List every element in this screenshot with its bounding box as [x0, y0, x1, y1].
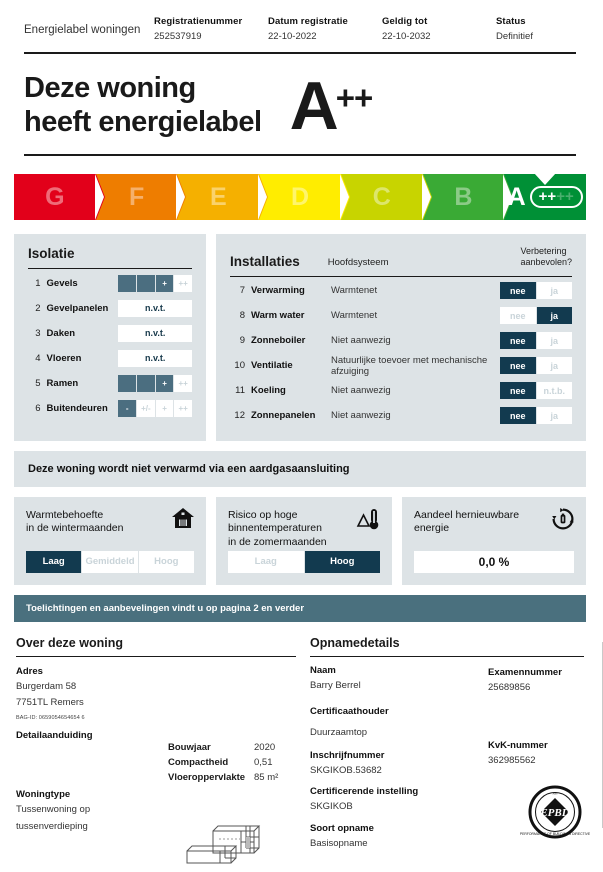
- hero-line-1: Deze woning: [24, 72, 196, 105]
- field-value: 22-10-2032: [382, 31, 431, 42]
- segment-notch: [503, 174, 512, 220]
- scale-letter: C: [372, 182, 391, 211]
- card-title: [26, 509, 194, 536]
- row-value-nvt: n.v.t.: [118, 300, 192, 317]
- soort-opname-label: Soort opname: [310, 822, 374, 834]
- isolatie-panel: [14, 234, 206, 441]
- scale-letter: B: [454, 182, 473, 211]
- header-field-status: [496, 16, 576, 42]
- field-value: 22-10-2022: [268, 31, 317, 42]
- detailaanduiding-label: Detailaanduiding: [16, 730, 93, 742]
- card-title-line2: in de wintermaanden: [26, 522, 124, 535]
- verbetering-label-line2: aanbevolen?: [520, 257, 572, 268]
- over-deze-woning: [16, 636, 296, 851]
- row-value-nvt: n.v.t.: [118, 350, 192, 367]
- bag-id: BAG-ID: 0659054654654 6: [16, 715, 85, 722]
- hero-divider: [24, 154, 576, 156]
- hero-grade-letter: A: [289, 67, 336, 144]
- row-number: 3: [35, 327, 41, 339]
- adres-line-2: 7751TL Remers: [16, 697, 84, 709]
- rating-gauge: [118, 275, 192, 292]
- house-diagram: [184, 821, 274, 872]
- installaties-header: [230, 246, 572, 269]
- row-system: Niet aanwezig: [331, 410, 391, 421]
- row-number: 5: [35, 377, 41, 389]
- woning-facts: [168, 742, 278, 787]
- badge-plus-inactive: ++: [556, 188, 574, 205]
- row-label: Vloeren: [46, 352, 82, 364]
- verbetering-label-line1: Verbetering: [520, 246, 567, 256]
- card-title: [414, 509, 574, 536]
- hernieuwbare-energie-value: 0,0 %: [414, 551, 574, 573]
- verbetering-toggle[interactable]: [500, 307, 572, 324]
- installaties-divider: [230, 276, 572, 277]
- row-number: 2: [35, 302, 41, 314]
- scale-letter: E: [209, 182, 227, 211]
- gauge-segment: +: [156, 275, 174, 292]
- woning-fact: [168, 742, 278, 753]
- over-woning-divider: [16, 656, 296, 657]
- row-number: 10: [234, 360, 245, 371]
- installaties-title: Installaties: [230, 253, 300, 269]
- card-title-line2: binnentemperaturen: [228, 522, 322, 535]
- hoofdsysteem-label: Hoofdsysteem: [327, 256, 389, 268]
- kvk-nummer-label: KvK-nummer: [488, 740, 548, 752]
- card-title-line2: energie: [414, 522, 450, 535]
- installaties-rows: [230, 280, 572, 427]
- scale-plus-badge: [530, 186, 583, 208]
- epbd-logo: [519, 785, 591, 844]
- over-woning-title: Over deze woning: [16, 635, 123, 650]
- house-icon: [171, 507, 195, 534]
- gauge-segment: [118, 275, 136, 292]
- toggle-option-ja[interactable]: ja: [537, 407, 573, 424]
- gauge-segment: +: [156, 400, 174, 417]
- row-number: 7: [239, 285, 245, 296]
- scale-letter: F: [128, 182, 145, 211]
- kvk-nummer-value: 362985562: [488, 755, 536, 767]
- toggle-option-nee[interactable]: nee: [500, 282, 536, 299]
- segment-notch: [176, 174, 185, 220]
- verbetering-label: [520, 246, 572, 269]
- scale-segment-f: [96, 174, 178, 220]
- scale-letter: G: [45, 182, 65, 211]
- row-label: Daken: [46, 327, 76, 339]
- header-field-datum-registratie: [268, 16, 382, 42]
- field-value: 252537919: [154, 31, 202, 42]
- fact-value: 2020: [254, 741, 276, 753]
- card-title-line1: Risico op hoge: [228, 508, 298, 521]
- card-title-line1: Warmtebehoefte: [26, 508, 104, 521]
- row-system: Warmtenet: [331, 310, 378, 321]
- document-header: [14, 0, 586, 48]
- isolatie-row: [28, 272, 192, 294]
- card-risico-binnentemperatuur: [216, 497, 392, 585]
- opnamedetails-title: Opnamedetails: [310, 635, 400, 650]
- fact-value: 85 m²: [254, 771, 279, 783]
- panels-row: [14, 234, 586, 441]
- risico-options[interactable]: [228, 551, 380, 573]
- svg-text:PERFORMANCE OF BUILDINGS DIREC: PERFORMANCE OF BUILDINGS DIRECTIVE: [519, 832, 591, 837]
- field-label: Geldig tot: [382, 16, 428, 27]
- rating-gauge: [118, 400, 192, 417]
- fact-key: Compactheid: [168, 756, 229, 768]
- toggle-option-nee[interactable]: nee: [500, 407, 536, 424]
- segment-notch: [340, 174, 349, 220]
- row-label: Ramen: [46, 377, 79, 389]
- toggle-option-nee[interactable]: nee: [500, 357, 536, 374]
- gauge-segment: +: [156, 375, 174, 392]
- certificaathouder-label: Certificaathouder: [310, 706, 389, 718]
- fact-key: Vloeroppervlakte: [168, 771, 246, 783]
- gauge-segment: [137, 375, 155, 392]
- installatie-row: [230, 405, 572, 427]
- field-label: Registratienummer: [154, 16, 243, 27]
- segment-notch: [422, 174, 431, 220]
- gauge-segment: ++: [174, 400, 192, 417]
- fact-key: Bouwjaar: [168, 741, 211, 753]
- gauge-segment: [137, 275, 155, 292]
- fact-value: 0,51: [254, 756, 273, 768]
- adres-label: Adres: [16, 665, 43, 677]
- gas-notice: Deze woning wordt niet verwarmd via een aardgasaansluiting: [14, 451, 586, 487]
- hero-grade-plus: ++: [335, 78, 373, 116]
- woning-fact: [168, 757, 278, 768]
- examennummer-label: Examennummer: [488, 666, 562, 678]
- row-system: Warmtenet: [331, 285, 378, 296]
- isolatie-row: [28, 322, 192, 344]
- verbetering-toggle[interactable]: [500, 357, 572, 374]
- badge-plus-active: ++: [538, 188, 557, 205]
- row-system: Niet aanwezig: [331, 385, 391, 396]
- isolatie-row: [28, 347, 192, 369]
- header-field-geldig-tot: [382, 16, 496, 42]
- gauge-segment: -: [118, 400, 136, 417]
- row-value-nvt: n.v.t.: [118, 325, 192, 342]
- gauge-segment: ++: [174, 275, 192, 292]
- isolatie-rows: [28, 272, 192, 419]
- card-option-laag[interactable]: Laag: [228, 551, 304, 573]
- card-option-laag[interactable]: Laag: [26, 551, 81, 573]
- isolatie-divider: [28, 268, 192, 269]
- toggle-option-ja[interactable]: ja: [537, 282, 573, 299]
- row-label: Zonneboiler: [251, 335, 306, 346]
- soort-opname-value: Basisopname: [310, 837, 368, 849]
- scale-segment-a: [504, 174, 586, 220]
- isolatie-row: [28, 372, 192, 394]
- row-number: 6: [35, 402, 41, 414]
- woningtype-line-2: tussenverdieping: [16, 820, 88, 832]
- row-number: 1: [35, 277, 41, 289]
- metric-cards: [14, 497, 586, 585]
- toggle-option-nee[interactable]: nee: [500, 382, 536, 399]
- certificerende-instelling-value: SKGIKOB: [310, 800, 353, 812]
- verbetering-toggle[interactable]: [500, 282, 572, 299]
- inschrijfnummer-label: Inschrijfnummer: [310, 750, 385, 762]
- installaties-panel: [216, 234, 586, 441]
- isolatie-header: [28, 246, 192, 261]
- woning-fact: [168, 772, 278, 783]
- woningtype-line-1: Tussenwoning op: [16, 804, 91, 816]
- isolatie-row: [28, 297, 192, 319]
- scale-segment-e: [177, 174, 259, 220]
- card-title-line1: Aandeel hernieuwbare: [414, 508, 520, 521]
- row-system: Natuurlijke toevoer met mechanische afzuiging: [331, 354, 488, 377]
- header-field-registratienummer: [154, 16, 268, 42]
- adres-line-1: Burgerdam 58: [16, 680, 77, 692]
- row-label: Ventilatie: [251, 360, 293, 371]
- row-label: Koeling: [251, 385, 286, 396]
- verbetering-toggle[interactable]: [500, 382, 572, 399]
- installatie-row: [230, 380, 572, 402]
- row-number: 11: [235, 385, 245, 396]
- row-label: Gevels: [46, 277, 78, 289]
- card-option-hoog[interactable]: Hoog: [139, 551, 194, 573]
- toggle-option-nee[interactable]: nee: [500, 332, 536, 349]
- rating-gauge: [118, 375, 192, 392]
- opnamedetails: [310, 635, 591, 851]
- hero-line-2: heeft energielabel: [24, 106, 262, 138]
- energy-scale-bar: [14, 174, 586, 220]
- toelichting-bar: Toelichtingen en aanbevelingen vindt u op pagina 2 en verder: [14, 595, 586, 622]
- row-label: Gevelpanelen: [46, 302, 109, 314]
- row-label: Warm water: [251, 310, 305, 321]
- field-label: Status: [496, 16, 526, 27]
- row-system: Niet aanwezig: [331, 335, 391, 346]
- verbetering-toggle[interactable]: [500, 332, 572, 349]
- segment-notch: [258, 174, 267, 220]
- toggle-option-ja[interactable]: n.t.b.: [537, 382, 573, 399]
- card-warmtebehoefte: [14, 497, 206, 585]
- examennummer-value: 25689856: [488, 681, 531, 693]
- inschrijfnummer-value: SKGIKOB.53682: [310, 765, 382, 777]
- scale-marker: [534, 173, 556, 185]
- scale-segment-c: [341, 174, 423, 220]
- warmtebehoefte-options[interactable]: [26, 551, 194, 573]
- hero-section: [14, 54, 586, 154]
- toggle-option-nee[interactable]: nee: [500, 307, 536, 324]
- scale-letter: D: [290, 182, 310, 211]
- opnamedetails-divider: [310, 656, 584, 657]
- row-number: 9: [239, 335, 245, 346]
- svg-text:XII: XII: [552, 790, 558, 796]
- scale-segment-b: [423, 174, 505, 220]
- toggle-option-ja[interactable]: ja: [537, 332, 573, 349]
- toggle-option-ja[interactable]: ja: [537, 307, 573, 324]
- segment-notch: [95, 174, 104, 220]
- naam-label: Naam: [310, 664, 336, 676]
- renewable-energy-icon: [551, 507, 575, 536]
- row-number: 12: [234, 410, 245, 421]
- scale-segment-g: [14, 174, 96, 220]
- isolatie-title: Isolatie: [28, 246, 75, 261]
- opnamedetails-right: [488, 665, 562, 769]
- woningtype-label: Woningtype: [16, 789, 71, 801]
- gauge-segment: [118, 375, 136, 392]
- document-title: Energielabel woningen: [24, 24, 141, 36]
- card-option-gemiddeld[interactable]: Gemiddeld: [82, 551, 137, 573]
- toggle-option-ja[interactable]: ja: [537, 357, 573, 374]
- card-hernieuwbare-energie: [402, 497, 586, 585]
- installatie-row: [230, 355, 572, 377]
- header-fields: [154, 16, 576, 42]
- certificerende-instelling-label: Certificerende instelling: [310, 785, 419, 797]
- gauge-segment: ++: [174, 375, 192, 392]
- field-value: Definitief: [496, 31, 533, 42]
- card-title-line3: in de zomermaanden: [228, 535, 327, 548]
- scale-segment-d: [259, 174, 341, 220]
- row-label: Verwarming: [251, 285, 305, 296]
- bottom-section: [14, 635, 591, 851]
- verbetering-toggle[interactable]: [500, 407, 572, 424]
- installatie-row: [230, 305, 572, 327]
- epbd-logo-text: EPBD: [540, 807, 570, 820]
- gauge-segment: +/-: [137, 400, 155, 417]
- installatie-row: [230, 280, 572, 302]
- installatie-row: [230, 330, 572, 352]
- field-label: Datum registratie: [268, 16, 348, 27]
- isolatie-row: [28, 397, 192, 419]
- naam-value: Barry Berrel: [310, 679, 361, 691]
- certificaathouder-value: Duurzaamtop: [310, 727, 368, 739]
- row-label: Buitendeuren: [46, 402, 108, 414]
- thermometer-warning-icon: [357, 507, 381, 536]
- hero-headline: [24, 72, 262, 140]
- energy-scale: [14, 174, 586, 220]
- card-option-hoog[interactable]: Hoog: [305, 551, 381, 573]
- row-number: 4: [35, 352, 41, 364]
- row-label: Zonnepanelen: [251, 410, 316, 421]
- scale-letter: A: [507, 182, 526, 211]
- row-number: 8: [239, 310, 245, 321]
- hero-grade: [289, 67, 373, 144]
